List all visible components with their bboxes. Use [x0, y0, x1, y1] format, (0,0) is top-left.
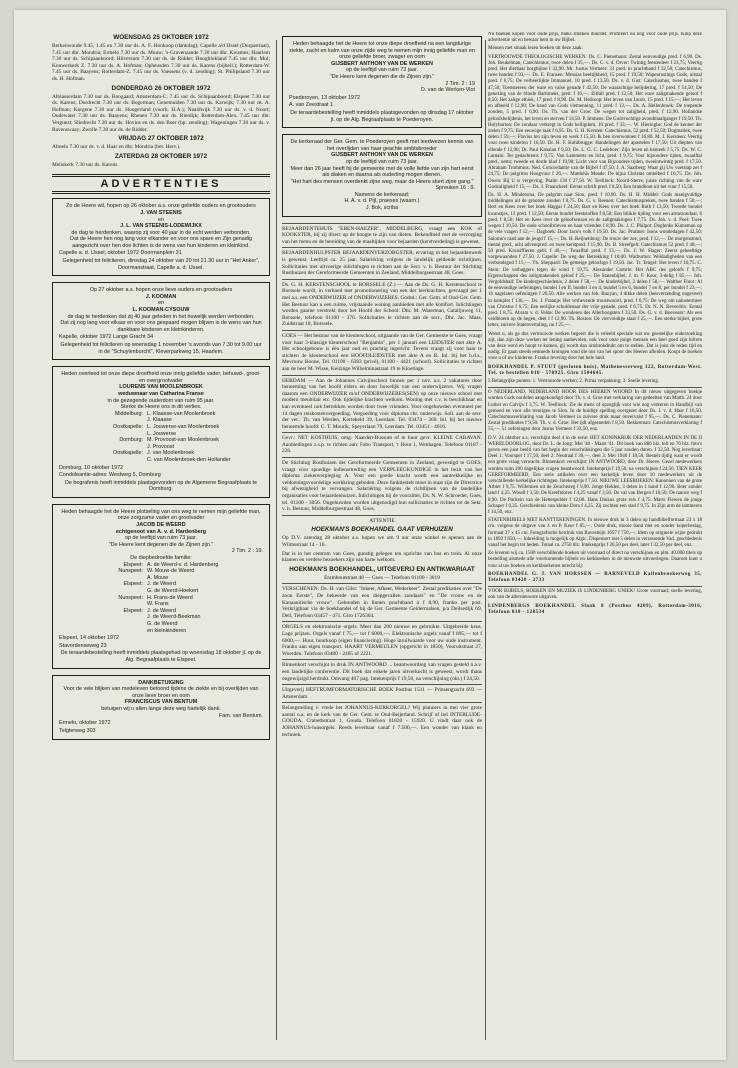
- ad-quote: "De Heere kent degenen die de Zijnen zijn.": [108, 541, 214, 548]
- ad-text: Dat is in het centrum van Goes, gunstig gelegen ten opzichte van bus en trein. Al onze klanten en verdere bezoekers zijn van harte welkom.: [282, 550, 482, 564]
- ad-name: LOURENS VAN MOOLENBROEK: [119, 384, 203, 391]
- ad-address: Stavordenseweg 23: [59, 642, 107, 649]
- ad-text: Ds. H. A. Mindersma, De pelgrim naar Sion, pred. f 10,00. Ds. H. H. Middel: Gods manigvuldige middelingen uit de grootste zonden f 8,75. Ds. G. v. Reenen: Catechismuspreken, twee banden f 50,—; Bert en Kees over het boek Haggai f 24,50; Bart en Kees over het boek Ruth f 13,50; Tweede bundel kwanstjes, 13 pred. f 12,50; Eerste bundel feeststoffen f 8,50; Een bliikle tijding voor een armezondaar, 6 pred. f 8,50; Het en Kees over de geloofsenzen en de zaligmakingen f 7,75. Ds. Joh. v. d. Poel: Twee wegen f 10,50. De oude schoolbrieven en haar vrienden f 8,90. Ds. J. C. Philpot: Doglenks Kinneman op de vele vragen f 12,—. Dagboek: Door Jaco's volk f 19,50. Ds. Jac. Pruttner: Isons wondedagen f 42,50; Salomo's raad aan de jeugd f 15,—. Ds. H. Reijnenburg: De trouw der zee, pred. f 12,—. De morgenstond, tiental pred., acht adventpred. en twee kerstpred. f 15,90. Ds. B. Streefgelt: Gatechismus 52 pred. f 40,—; 50 pred. Kruisiffieren gebl. f 40,—; Twaalftal pred. f 13,—. Ds. J. W. Slager: Zeerst geheelltige vorgewaanden f 27,50. J. Capelle: De weg der Betrekking f 10,00. Warburton: Weldadigheden van een verbondsgod f 15,—. Th. Sheppard: De gemeige geloofsgo f 19,50. Jac. Tr. Tengel: Het leven f 16,75. C. Stein: De verbaggers tegen de wind f 19,75. Alexander Comrie: Het ABC des geloofs f 9,75; Eigenschappen des zaligmakenden geloof f 25,—. De Statenbijbel, J. m. F. Keur, 3-delig f 85,—. Joh. Vergoldshall: De kindergeschiedenis, 2 delen f 58,—. De kinderbijbel, 2 delen f 58,—. Walther Fluor: Al de eenvoudige oefeningen, bundel I en II, bundel 3 en 4, bundel 5 en 6, bundel 7 en 8, per bundel f 23,—; 16 nagelaten oefeningen f 26,50. Alle werken van Joh. Bunyan, 4 dikke delen (leesverzending ongeveer) in komplet f 136,—. Ds. J. Fraanje: Het verhevende troostwoord, pred. f 6,75; De weg om nalustermeer van Christus f 6,75; Een eerlijke schuldenaar der vrije genade, pred. f 6,75. Dr. N. N. Beverdrix: Eental pred. f 8,75. Abram v. d. Velde: De wonderen des Allerhoogsten f 33,50. Ds. G. v. d. Boeveanr: Als een veldbloem op de hegen, deel I f 12,90. Th. Boston: De viervoudige staat f 25,—. Een sterke bijbel, grote letter, zuivere Statenvertaling, nu f 25,—.: [488, 193, 702, 329]
- family-name: L. Jouwerse: [147, 430, 177, 437]
- ad-text: VERTROUWDE THEOLOGISCHE WERKEN: Ds. C. Pienemann: Zestal eenvoudige pred. f 6,90. Ds. Joh. Beukelman, Catechismus, twee delen f 35,—. Ds. C. v. d. Orver: Twintig feestenleer f 23,75; Veertig pred. Het dierbaar borgbijloe f 32,90. Mr. Justus Vermeer: 31 pred. in prachtband f 32,50; Catechismus, twee banden f 93,—. Ds. E. Fransen: Messias beeltijkheid, 15 pred. f 19,50; Wapenrustings Gods, uitstal pred. f 6,75; De verheerlijkte Immanuel, 10 pred. f 13,50. Ds. v. d. Gist: Catechismus, twee banden f 47,50; Toenstereeu der ware en valse genade f 42,50; De waarachtige belijdering, 17 pred. f 14,50; De genezing van de blinde Bartimeüs, pred. f 16,—. Eitfall pred. f 12,50; Het ware zaligmakende geloof f 8,50; Het zalige ethiek, 17 pred. f 8,90. Ds. M. Heikoop: Het leven van Jacob, 15 pred. f 15,—; Het leven en afbeeld f 12,90; De hand van Gods vlemenning, 11 pred. f 13,—. Ds. A. Hellenbroek: De toepende zonden, 5 pred. f 6,90. Ds. Th. van der Groe: De wegen tot zaligheid, pred. f 12,90. Hollandse geloofsbelijdenis, het leven en sterven f 14,50. P. Immens: De Godvruchtige avondmaalganger f 19,50. Th. Holyburton: De zondaar verkregt in Gods heiligdom, 10 pred. f 33,—. W. Hieringhe: God de kenner der zielen f 9,75; Een eeuwige taak f 6,95. Ds. G. H. Kersten: Catechismus, 52 pred. f 52,50; Dogmatiek, twee delen f 59,—; Flavius ten zijn leven en werk f 15,50. Ik ben overwonnen f 16,80. M. J. Kersteen: Veertig voor twee kinderen f 16,50. Dr. H. F. Kohlbrugge: Handelingen der apostelen f 17,50; Uit diepten van ellende f 12,90; Dr. Paul Kanaian f 9,50; Ds. L. G. C. Ledeboer: Zijn leven en kenteek f 5,75. Ds. W. C. Lamain: Ter gedachtenis f 9,75; Van Lammerts en licht, pred. f 9,75; Voor bijzondere tijden, twaalftal pred., netto; tweede en derde blad f 19,90; Licht voor van Bijzondere tijden, tweeintwintig pred. f 17,50. Abraham Trommius: Ned. Concordantie van de Bijbel f 47,50; J. A. Saarberg: Waar gij Uw voetstap zet f 24,75; De pelgrims Hoogvuur f 26,—. Matthéüs Meade: De bijna Christus omtelbed f 10,75. Ds. Joh. Owen: Bij U is vergeving, Psalm 130 f 27,50. W. Teellinck: Noord-Sterre, juiste richting van de ware Godzaligheid f 15,—. Ds. J. Fraanckeel: Eerste schrift pred. f 8,50; Een brandhout uit het vuur f 15,50.: [488, 54, 702, 190]
- family-place: Middelburg:: [114, 410, 143, 417]
- ad-date: Poederoyen, 13 oktober 1972: [289, 94, 361, 101]
- ad-and: en: [158, 300, 164, 307]
- ad-name: JACOB DE WEERD: [136, 522, 186, 529]
- ad-intro: Zo de Heere wil, hopen op 26 oktober a.s. onze geliefde ouders en grootouders: [66, 203, 256, 210]
- family-place: Elspeet:: [123, 581, 143, 588]
- family-name: G. de Weerd-Hoekert: [147, 588, 199, 594]
- ad-intro: Heden behaagde het de Heere plotseling van ons weg te nemen mijn geliefde man, onze zorgzame vader en grootvader: [61, 508, 261, 522]
- family-name: A. de Weerd-v. d. Hardenberg: [147, 561, 219, 568]
- family-row: [59, 437, 263, 444]
- ad-intro: Heden overleed tot onze diepe droefheid onze innig geliefde vader, behuwd-, groot- en overgrootvader: [61, 371, 261, 384]
- ad-text: Voor de vele blijken van medeleven betoond tijdens de ziekte en bij overlijden van onze lieve broer en oom: [63, 686, 259, 699]
- obituary-van-moolenbroek: [52, 366, 270, 498]
- ad-text: op de leeftijd van ruim 73 jaar.: [346, 158, 418, 165]
- family-row: [59, 568, 263, 575]
- ad-and: en: [158, 216, 164, 223]
- family-place: Elspeet:: [123, 561, 143, 568]
- family-row: [59, 562, 263, 569]
- ad-text: De teraardebestelling heeft inmiddels plaatsgehad op woensdag 18 oktober jl. op de Alg. Begraafplaats te Elspeet.: [60, 650, 262, 663]
- small-ad: Gevr.: NET KOSTHUIS, omg. Naarden-Bussum of te huur gevr. KLEINE CARAVAN. Aanbiedingen z.s.p. te richten aan: Fabo Transport, 't Hout 1, Wenhagen. Telefoon 01187 - 226.: [282, 435, 482, 455]
- family-row: [59, 450, 263, 457]
- family-place: [59, 614, 147, 621]
- family-row: [59, 431, 263, 438]
- anniversary-ad-kooman: [52, 282, 270, 360]
- family-row: [59, 424, 263, 431]
- thanks-ad-van-bentum: [52, 675, 270, 741]
- family-name: L. Klaasse-van Moolenbroek: [147, 410, 216, 417]
- family-name: W. Frans: [147, 601, 169, 608]
- ad-name: FRANCISCUS VAN BENTUM: [124, 699, 198, 706]
- small-ad: Uitgeverij HEFTRUMFORMATORISCHE BOEK Postbus 1511 — Prinsengracht 693 — Amsterdam: [282, 687, 482, 700]
- ad-text: Zo leveren wij ca. 1500 verschillende boeken uit voorraad of direct na verschijnen en plm. 40.000 titels op bestelling alsmede alle voorkomende bijbels en kerkboeken in de nieuwste uitvoeringen. Daarom kunt u voor al uw boeken en kerkboekenen terecht bij:: [488, 551, 702, 569]
- ad-text: op de leeftijd van ruim 73 jaar.: [346, 67, 418, 74]
- family-row: [59, 621, 263, 628]
- ad-text: De diepbedroefde familie:: [130, 555, 192, 562]
- family-place: Oostkapelle:: [113, 423, 143, 430]
- more-ads-list: [282, 583, 482, 738]
- ad-name: GIJSBERT ANTHONY VAN DE WERKEN: [331, 152, 433, 159]
- ad-text: op de leeftijd van ruim 73 jaar.: [125, 535, 197, 542]
- column-bookshop-ads: [488, 32, 702, 1042]
- family-place: [59, 588, 147, 595]
- family-place: Elspeet:: [123, 607, 143, 614]
- ad-text: De begrafenis heeft inmiddels plaatsgevonden op de Algemene Begraafplaats te Domburg.: [64, 479, 258, 493]
- family-row: [59, 588, 263, 595]
- ad-text: Dat de Heere hen nog lang voor elkander en voor ons spare en Zijn genadig aangezicht over hen doe lichten is de wens van hun kinderen en kleinkind.: [70, 236, 252, 249]
- ad-title: DANKBETUIGING: [138, 679, 184, 686]
- ad-quote: "De Heere kent degenen die de Zijnen zijn.": [329, 73, 435, 80]
- ad-address: Condoleantie-adres: Westweg 5, Domburg: [59, 472, 161, 479]
- ad-heading: HOEKMAN'S BOEKHANDEL GAAT VERHUIZEN: [311, 526, 453, 534]
- ad-text: De teraardebestelling heeft inmiddels plaatsgevonden op dinsdag 17 oktober jl. op de Alg. Begraafplaats te Poederoyen.: [290, 109, 474, 123]
- family-row: [59, 628, 263, 635]
- small-ad: IJERDAM — Aan de Johannes Calvijnschool binnen per 1 nov. a.s. 2 vakatures door benoeming van het hoofd elders en door huwelijk van een onderwijzeres. Wij vragen daarom een ONDERWIJZER m/of ONDERWIJZERES(SEN) op onze nieuwe school met modern meubilair etc. Ook tijdelijke krachten welkom. Woning met c.v. is beschikbaar en kan eventueel ook betrokken worden door twee vrienden. Voor ongehuwden eventueel per 14 dagen reiskostenvergoeding. Vergoeding voor diploma chr. onderwijs. Soll. aan de secr. der ver.: Th. van Werden, Kortekeld 39, Leerdam. Tel. 03474 - 360. Inl. bij het nieuwe benoemde hoofd: C. T. Mourik, Speyerlaan 79, Leerdam. Tel. 03451 - 4016.: [282, 377, 482, 430]
- ad-intro: Op 27 oktober a.s. hopen onze lieve ouders en grootouders: [89, 287, 233, 294]
- small-ad: GOES — Het bestuur van de kleuterschool, uitgaande van de Ger. Gemeente te Goes, vraagt voor haar 3-klassige kleuterschool "Benjamin", per 1 januari een LEIDSTER met akte A. Het schoolgebouw is één jaar oud en prachtig ingericht. Tevens vraagt zij voor haar te stichten 4e kleuterschool een HOOFDLEIDSTER met akte A en B. Inl. bij het h.d.s., Mevrouw Boone, Tel. 01100 - 6383 (privé), 01100 - 4421 (school). Sollicitaties te richten aan de heer M. Wisse, Keizinge Wilhelminastraat 19 te Kloetinge.: [282, 332, 482, 372]
- ad-text: STATENBIJBELS MET KANTTEKENINGEN. In nieuwe druk in 3 delen op handbibelformaat 23 x 18 cm. volgens de uitgave van J. en P. Keur f 85,—. Oude druk, mooie band met en zonder koperbeslag, formaat 27 x 45 cm. Fotografische herdruk van Ravesteijn 1657 f 750,—. Idem op originele wijze gedrukt in 1892 f 850,—. Inbreiding is mogelijk op Algic. Dispensert met 5 delen in verrassende Vad. geschiedenis vanaf het begin tot heden. Totaal ca. 2750 blz. Intekenprijs f 26,50 per deel, later f 32,50 per deel, enz.: [488, 518, 702, 549]
- ad-name: L. KOOMAN-CYSOUW: [132, 307, 190, 314]
- obituary-kerkeraad: [282, 134, 482, 217]
- ad-name: J. VAN STEENIS: [140, 209, 182, 216]
- ad-text: Op D.V. zaterdag 28 oktober a.s. hopen we om 9 uur onze winkel te openen aan de Wilmsstraat 14 - 16.: [282, 535, 482, 548]
- ad-name: J. KOOMAN: [145, 293, 177, 300]
- ad-text: Mensen met smaak lezen boeken uit deze zaak:: [488, 46, 583, 52]
- ad-name: LINDENBERGS BOEKHANDEL Slaak 8 (Postbus 4209), Rotterdam-3016, Telefoon 010 - 128534: [488, 603, 702, 615]
- small-ad: Belangstelling v. vrede het JOHANNUS-KERKORGEL? Wij planners in mei vier grote aantal o.a. en de kerk van de Ger. Gem. te Oud-Beijerland. Schrijf of bel INTERLUDE-GOUDA, Crabethstraat 1, Gouda. Telefoon 01820 - 15920. U vindt daar ook de JOHANNUS-huisorgels. Reeds leverbaar vanaf f 7.500,—. Een wonder van klank en techniek.: [282, 705, 482, 738]
- ad-name: GIJSBERT ANTHONY VAN DE WERKEN: [331, 60, 433, 67]
- ad-text: D.V. 24 oktober a.s. verschijnt deel 4 in de serie: HET KONINKRIJK DER NEDERLANDEN IN DE II WERELDOORLOG, door Dr. L. de Jong: Mei '40 - Maart '41. Dit boek van 886 blz. telt en 76 blz. foto's geven een juist beeld van het begin der verschrikkingen die 5 jaar zouden duren. f 32,50. Nog leverbaar: Deel 1: Voorspel f 17,50; deel 2: Neutraal f 30,—, deel 3: Mei 1940 f 18,50. Bestelt tijdig want er wordt een grote vraag verwacht. Binnenkort verschijnt: IN ANTWOORD, door Dr. Hoeve. Gezel medewerkers worden ruim 200 dagelijkse vragen beantwoord. Intekenprijs f 19,50, na verschijnen f 24,50. TIEN KEER GEREFORMEERD, Een serie artikelen over een kerkelijk leven door 10 medewerkers uit de verschillende kerkelijke richtingen. Intekenprijs f 7,50. NIEUWE LEESBOEKEN: Kanonnen van de grote Arbier f 9,75. Willemien uit de Zeuchtsreg f 9,90. Jonge Helden, 3 delen in 1 band f 12,90. Boer zonder land f 4,25. Woudl f 3,50. De Kreeftdoren f 4,25 vanaf f 3,50. De val van Bergen f 10,50. De nauwe weg f 8,90. De Puritein van de Hettespolder f 12,00. Hans Dinkus grote reis f 4,75. Marts Flewen de jonge Schaper f 6,25. Geschiedenis van kleine Dora f 4,25. Zij zochten een stad f 9,75. In Zijn arm de lammeren f 14,50, enz.: [488, 435, 702, 516]
- family-name: L. Jouwerse-van Moolenbroek: [147, 423, 220, 430]
- family-row: [59, 417, 263, 424]
- family-row: [59, 614, 263, 621]
- small-ad: De Stichting Rusthuizen der Gereformeerde Gemeenten in Zeeland, gevestigd te GOES, vraagt voor spoedige indiensttreding een VERPLEEGKUNDIGE in het bezit van het diploma ziekenverpleging A. Voor een goede kracht wordt een aantrekkelijke en veldoeningsvoordelige werkkring geboden. Deze funktiestelt moet in staat zijn de Directrice bij afwezigheid te vervangen. Salariëring volgens de richtlijnen van de landelijke organisaties voor bejaardenhuizen. Inlichtingen bij de voorzitter, Ds. N. W. Schroeder, Goes, tel. 01100 - 3056. Ongehuwden worden uitgenodigd hun sollicitaties te richten tot de Sekr. v. h. Bestuur, Middelburgsestraat 48, Goes.: [282, 460, 482, 513]
- family-place: [59, 575, 147, 582]
- ad-name: J. L. VAN STEENIS-LODEWIJKX: [120, 223, 202, 230]
- small-ad: Ds. G. H. KERSTENSCHOOL te BORSSELE (Z.) — Aan de Ds. G. H. Kerstenschool te Borssele wordt, in verband met promotionering van een der leerkrachten, gevraagd per 1 mei a.s. een ONDERWIJZER of ONDERWIJZERES. Godsd.: Ger. Gem. of Oud-Ger. Gem. Het Bestuur kan u een ruime, vrijstaande woning aanbieden met alle komfort. Inlichtingen worden gaarne verstrekt door het Hoofd der School: Dhr. M. Waterman, Catalijnweg 11, Borssele, telefoon 01100 - 376. Sollicitaties te richten aan de secr., Dhr. Jac. Maas, Zuidstraat 18, Borssele.: [282, 281, 482, 328]
- family-row: [59, 457, 263, 464]
- family-list: [59, 562, 263, 635]
- friday-services: Almelo 7.30 uur ds. v. d. Haar en dhr. Mondria (ber. Herv.).: [52, 144, 181, 151]
- ad-quote: "Het hart des mensen overdenkt zijne weg, maar de Heere stiert zijne gang.": [290, 178, 474, 185]
- ad-address: Capelle a. d. IJssel, oktober 1972 Doormanplein 31: [59, 250, 182, 257]
- advertenties-banner: ADVERTENTIES: [52, 174, 270, 194]
- small-ad: BEJAARDENTEHUIS "EBEN-HAEZER", MIDDELBURG, vraagt een KOK of KOOKSTER, bij zij direct op de hoogte te zijn van dieten. Bekendheid met de verzorging van het menu en de bereiding van de maaltijden voor bejaarden (kerstverdeling) is gewenst.: [282, 225, 482, 245]
- thursday-services: Alblasserdam 7.30 uur ds. Boogaard; Amsterdam-C. 7.45 uur ds. Schipaanboord; Elspeet 7.30 uur ds. Karens; Dordrecht 7.30 uur ds. Bogerman; Genemuiden 7.30 uur ds. Karwijk; 7.30 uur ds. A. Hofman; Korgene 7.30 uur ds. Hoogerland (voorb. H.A.); Naaldwijk 7.30 uur ds. v. d. Noort; Oudewater 7.30 uur ds. Baayens; Rhenen 7.30 uur ds. Rietdijk; Rotterdam-Alex. 7.45 uur dhr. Vergunst; Sliedrecht 7.30 uur ds. Hovius en ds. den Boer (bp. zending); Wageningen 7.30 uur ds. v. Ravenswaay; Zwolle 7.30 uur ds. de Ridder.: [52, 93, 270, 133]
- family-place: [59, 457, 147, 464]
- family-row: [59, 411, 263, 418]
- family-row: [59, 575, 263, 582]
- family-row: [59, 601, 263, 608]
- ad-text: Sterke de Heere ons in dit verlies.: [120, 404, 202, 411]
- ad-subname: weduwnaar van Catharina Franse: [118, 390, 204, 397]
- ad-date: Domburg, 10 oktober 1972: [59, 464, 124, 471]
- obituary-van-de-werken: [282, 36, 482, 128]
- wednesday-heading: WOENSDAG 25 OKTOBER 1972: [113, 34, 209, 41]
- ad-text: O NEDERLAND, NEDERLAND HOOR DES HEEREN WOORD In dit nieuw uitgegeven boekje worden Gods oordelen aangekondigd door Th. v. d. Groe met verklaring van gedeelten van Matth. 24 door Luther en Calvijn f 3,75. W. Teellinck: Zie de mens of opzeglijk voor wie nog verkeren in Handbijl van gemoed en voor alle treurigen te Sion. In de huidige spelling overgezet door Ds. J. v. d. Haar f 16,50. Catechismusverklaring van Jacob Vermeer in zuivere druk maar onvervalst f 95,—. Ds. C. Pienemann: Zestal predikaties f 9,50. Th. v. d. Groe: Het ijdl afgesneden f 8,50. Bekkerman: Catechismusverklaring f 55,—. 51 oefeningen door Justus Vermeer f 32,50, enz.: [488, 390, 702, 433]
- saturday-services: Meliskerk 7.30 uur ds. Karens.: [52, 161, 119, 168]
- family-name: C. van Moolenbroek-den Hollander: [147, 456, 231, 463]
- small-ad: ORGELS en elektronische orgels. Meer dan 200 nieuwe en gebruikte. Uitgebreide keus. Lage prijzen. Orgels vanaf f 75,— tot f 6000,—. Elektronische orgels vanaf f 895,— tot f 6000,—. Huur, huurkoop (eigen financiering). Hoge inruilwaarde voor uw oude instrument. Franko aan eigen transport. HAART VERMEULEN (opgericht in 1850), Vooruitstraat 27, Woerden. Telefoon 03480 - 2405 of 2221.: [282, 624, 482, 657]
- family-row: [59, 608, 263, 615]
- hoekman-ad: [282, 515, 482, 582]
- column-church-services-and-ads: [52, 32, 270, 1042]
- family-place: Nunspeet:: [118, 568, 143, 575]
- ad-address: A. van Zeestraat 1: [289, 102, 334, 109]
- ad-text: de dag te herdenken, waarop zij voor 40 jaar in de echt werden verbonden.: [71, 229, 251, 236]
- ad-reference: 2 Tim. 2 : 19: [445, 80, 475, 87]
- ad-signature: J. Bok, scriba: [365, 205, 399, 212]
- column-divider: [276, 40, 277, 1040]
- small-ad: BEJAARDENHULPSTER BEJAARDENVERZORGSTER, ervaring in het bejaardenwerk is gewenst. Leeftijd ca. 25 jaar. Salariëring volgens de landelijk geldende richtlijnen. Sollicitaties met uitvoerige inlichtingen te richten aan de Secr. v. h. Bestuur der Stichting Rusthuizen der Gereformeerde Gemeenten in Zeeland, Middelburgsestraat 48, Goes.: [282, 250, 482, 277]
- family-name: A. Mouw: [147, 574, 168, 581]
- family-row: [59, 444, 263, 451]
- family-name: J. de Weerd: [147, 581, 176, 588]
- ad-text: Wenst u, als ge dus vertrouwde werken begeert die is veleeld speciale wat uw geestelijke onderzoeking zijt, dan zijn deze werken ter lening aanbevolen, ook voor onze jonge mensen een heel goed zijn kiltren van deze werd en hoopt te komen, gij wordt dan uitzbrokdrukt om te stellen. Dat is juist de reden tijd en nodig. Er gaan steeds eenmede kroingen rond die ons van het spoor des Heeren afleiden. Koopt de boeken voor u of uw kinderen. Franko levering door het hele land.: [488, 331, 702, 362]
- small-ad: Binnenkort verschijnt in druk IN ANTWOORD ... beantwoording van vragen gesteld n.a.v. een landelijke conferentie. Dit boek dat enkele jaren uitverkocht is geweest, wordt thans ongewijzigd herdrukt. Omvang 407 pag. Intekenprijs f 19,50, na verschijning (okt.) f 24,50.: [282, 662, 482, 682]
- thursday-heading: DONDERDAG 26 OKTOBER 1972: [111, 84, 211, 92]
- family-place: [59, 628, 147, 635]
- ad-date: Ermelo, oktober 1972: [59, 720, 111, 727]
- family-name: W. Mouw-de Weerd: [147, 568, 195, 575]
- ad-signature: D. van de Werken-Vlot: [420, 87, 475, 94]
- family-row: [59, 595, 263, 602]
- ad-text: Gelegenheid tot feliciteren op woensdag 1 november 's avonds van 7.30 tot 9.00 uur in de "Schuylenburcht", Kleverparkweg 15, Haarlem.: [60, 342, 262, 355]
- ad-name: HOEKMAN'S BOEKHANDEL, UITGEVERIJ EN ANTIKWARIAAT: [289, 565, 475, 573]
- ad-text: Dat zij nog lang voor elkaar en voor ons gespaard mogen blijven is de wens van hun dankbare kinderen en kleinkinderen.: [60, 320, 262, 333]
- family-place: [59, 431, 147, 438]
- column-notices-and-small-ads: [282, 32, 482, 1042]
- ad-text: VOOR BIJBELS, BOEKEN EN MUZIEK IS LINDENBERG UNIEK! Grote voorraad; snelle levering, ook van de allernieuwste uitgaven.: [488, 589, 702, 601]
- family-name: H. Frans-de Weerd: [147, 594, 193, 601]
- family-row: [59, 581, 263, 588]
- family-name: J. Klaasse: [147, 417, 172, 424]
- ad-text: Meer dan 26 jaar heeft hij de gemeente met de volle liefde van zijn hart eerst als diaken en daarna als ouderling mogen dienen.: [290, 165, 474, 179]
- ad-subname: echtgenoot van A. v. d. Hardenberg: [115, 528, 207, 535]
- ad-title: ATTENTIE: [369, 517, 395, 524]
- ad-text: betuigen wij u allen langs deze weg hartelijk dank.: [101, 705, 221, 712]
- family-place: [59, 417, 147, 424]
- ad-reference: Spreuken 16 : 9.: [435, 185, 475, 192]
- anniversary-ad-van-steenis: [52, 198, 270, 276]
- ad-address: Eramboutstraat 48 — Goes — Telefoon 01100 - 3019: [324, 574, 440, 581]
- ad-signature: Fam. van Bentum.: [218, 712, 263, 719]
- small-ad: VERSCHENEN: Ds. H. van Gilst: "Inkeer, Afkeer, Wederkeer". Zestal predikaties over "De zoon Eerste", De bekeerde van een diepgevallen zondaars" en "De vrouw en de Kanaanitische vrouw". Gebonden in linnen prachtband à f 8,90, franko per post. Verkrijgbaar via de boekhandel of bij de Ger. Gemeente Geldermalsen, p/a Deilsedijk 69, Deil, Telefoon 03457 - 471. Giro 1726364.: [282, 586, 482, 619]
- family-name: J. de Weerd-Beekman: [147, 614, 201, 621]
- ad-reference: 2 Tim. 2 : 19.: [231, 548, 263, 555]
- ad-text: de dag te herdenken dat zij 40 jaar geleden in het huwelijk werden verbonden.: [67, 313, 255, 320]
- family-name: G. de Weerd: [147, 620, 178, 627]
- ad-intro: De kerkeraad der Ger. Gem. te Poederoyen geeft met leedwezen kennis van het overlijden van haar geachte ambtsbroeder: [290, 139, 474, 152]
- ad-address: Telgterweg 303: [59, 727, 96, 734]
- newspaper-page: [14, 10, 726, 1060]
- column-divider: [485, 40, 486, 1040]
- ad-name: BOEKHANDEL G. J. VAN HORSSEN — BARNEVELD Kallenbroekerweg 35, Telefoon 03420 - 2733: [488, 571, 702, 584]
- family-name: J. de Weerd: [147, 607, 176, 614]
- family-place: Nunspeet:: [118, 594, 143, 601]
- friday-heading: VRIJDAG 27 OKTOBER 1972: [118, 135, 204, 143]
- small-ads-list: [282, 223, 482, 513]
- ad-date: Elspeet, 14 oktober 1972: [59, 635, 119, 642]
- ad-intro: Heden behaagde het de Heere tot onze diepe droefheid na een langdurige ziekte, zacht en kalm van onze zijde weg te nemen mijn innig geliefde man en onze geliefde broer, zwager en oom: [289, 41, 475, 61]
- family-place: Domburg:: [119, 437, 143, 444]
- ad-text: 5 Belangrijke punten: 1. Vertrouwde werken; 2. Prima verpakking; 3. Snelle levering.: [488, 378, 660, 384]
- obituary-de-weerd: [52, 504, 270, 669]
- ad-signature: Namens de kerkeraad:: [354, 191, 410, 198]
- family-name: J. Provoost: [147, 443, 174, 450]
- ad-text: in de gezegende ouderdom van ruim 95 jaar.: [107, 397, 215, 404]
- ad-name: BOEKHANDEL P. STUUT (gesloten huis), Mathenesserweg 122, Rotterdam-West. Tel. te bestellen 010 - 570925. Giro 1504645.: [488, 364, 702, 376]
- family-place: [59, 621, 147, 628]
- family-place: [59, 601, 147, 608]
- family-place: [59, 444, 147, 451]
- family-list: [59, 411, 263, 464]
- family-name: en kleinkinderen: [147, 627, 187, 634]
- saturday-heading: ZATERDAG 28 OKTOBER 1972: [114, 152, 208, 160]
- ad-text: Gelegenheid tot feliciteren, dinsdag 24 oktober van 20 tot 21.30 uur in "Het Anker", Doormanstraat, Capelle a. d. IJssel.: [62, 258, 260, 271]
- family-place: Oostkapelle:: [113, 450, 143, 457]
- wednesday-services: Berkenwoude 9.45, 1.45 en 7.30 uur ds. A. F. Honkoop (dankdag); Capelle a/d IJssel (Dorpsstraat), 7.45 uur dhr. Mondria; Ermelo 7.30 uur ds. Mouw; 's-Gravenzande 7.30 uur dhr. Kwantes; Haarlem 7.30 uur ds. Schipaanboord; Hilversum 7.30 uur ds. de Ridder; Hoogblokland 7.45 uur dhr. Mol; Kouwerkerk Z. 7.30 uur ds. A. Hofman; Opheusden 7.30 uur ds. Karens (bijbell.); Rotterdam-W. 7.45 uur ds. Baayens; Rotterdam-Z. 7.45 uur ds. Vaessens (v. d. zending); St. Philipsland 7.30 uur ds. H. Hofman.: [52, 43, 270, 82]
- family-name: M. Provoost-van Moolenbroek: [147, 437, 219, 444]
- family-name: J. van Moolenbroek: [147, 450, 195, 457]
- ad-address: Kapelle, oktober 1972 Lange Gracht 34: [59, 334, 154, 341]
- ad-signature: H. A. v. d. Pijl, praeses (waarn.): [344, 198, 420, 205]
- ad-text: Nu boeken kopen voor oude prijs, maks stukken duurder. Profiteert nu nog voor oude prijs. Knip deze advertentie uit en bewaar hem in uw Bijbel.: [488, 32, 702, 44]
